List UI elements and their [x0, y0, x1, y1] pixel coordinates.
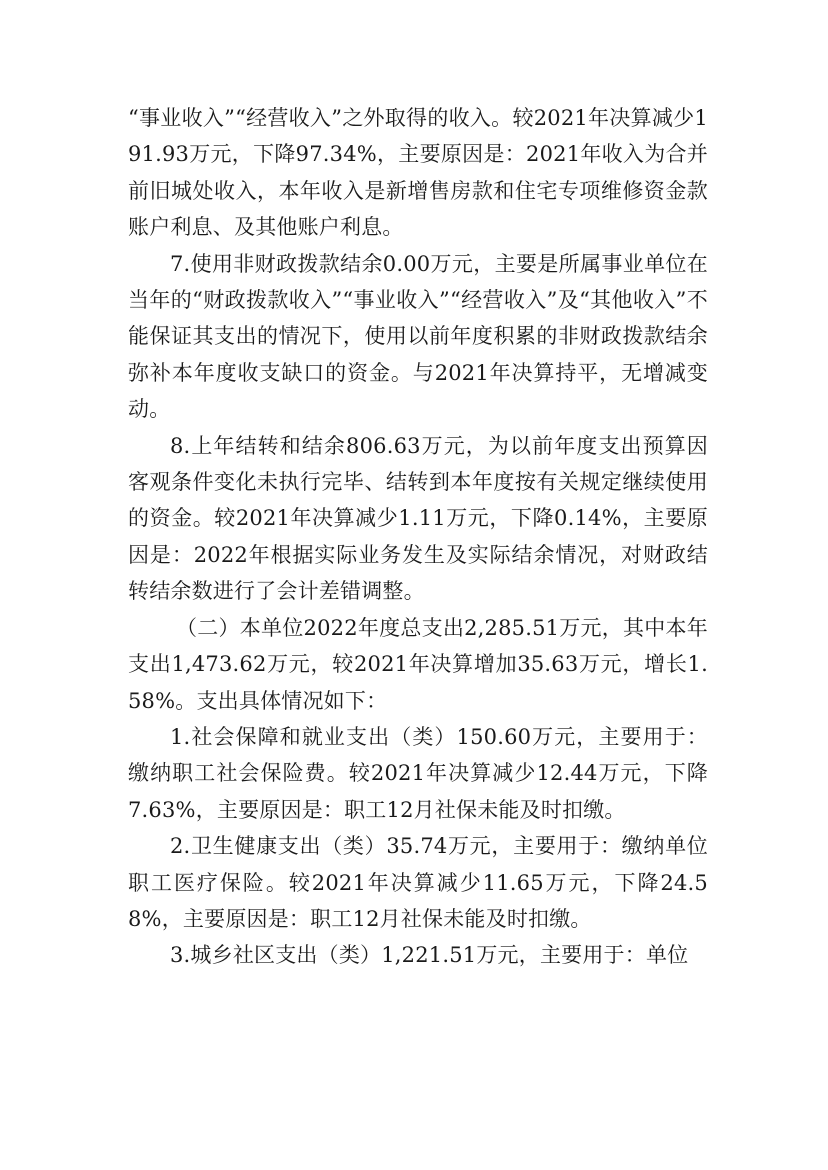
- paragraph-expense-item-2: 2.卫生健康支出（类）35.74万元，主要用于：缴纳单位职工医疗保险。较2021年决算减少11.65万元，下降24.58%，主要原因是：职工12月社保未能及时扣缴。: [128, 834, 708, 931]
- paragraph-other-income: “事业收入”“经营收入”之外取得的收入。较2021年决算减少191.93万元，下降97.34%，主要原因是：2021年收入为合并前旧城处收入，本年收入是新增售房款和住宅专项维修资金款账户利息、及其他账户利息。: [128, 106, 708, 240]
- paragraph-section-2: （二）本单位2022年度总支出2,285.51万元，其中本年支出1,473.62万元，较2021年决算增加35.63万元，增长1.58%。支出具体情况如下：: [128, 615, 708, 713]
- paragraph-item-7: 7.使用非财政拨款结余0.00万元，主要是所属事业单位在当年的“财政拨款收入”“事业收入”“经营收入”及“其他收入”不能保证其支出的情况下，使用以前年度积累的非财政拨款结余弥补本年度收支缺口的资金。与2021年决算持平，无增减变动。: [128, 251, 708, 422]
- document-body: [128, 100, 708, 974]
- paragraph-item-8: 8.上年结转和结余806.63万元，为以前年度支出预算因客观条件变化未执行完毕、结转到本年度按有关规定继续使用的资金。较2021年决算减少1.11万元，下降0.14%，主要原因是：2022年根据实际业务发生及实际结余情况，对财政结转结余数进行了会计差错调整。: [128, 433, 708, 604]
- paragraph-expense-item-3: 3.城乡社区支出（类）1,221.51万元，主要用于：单位: [170, 943, 689, 968]
- paragraph-expense-item-1: 1.社会保障和就业支出（类）150.60万元，主要用于：缴纳职工社会保险费。较2021年决算减少12.44万元，下降7.63%，主要原因是：职工12月社保未能及时扣缴。: [128, 724, 708, 822]
